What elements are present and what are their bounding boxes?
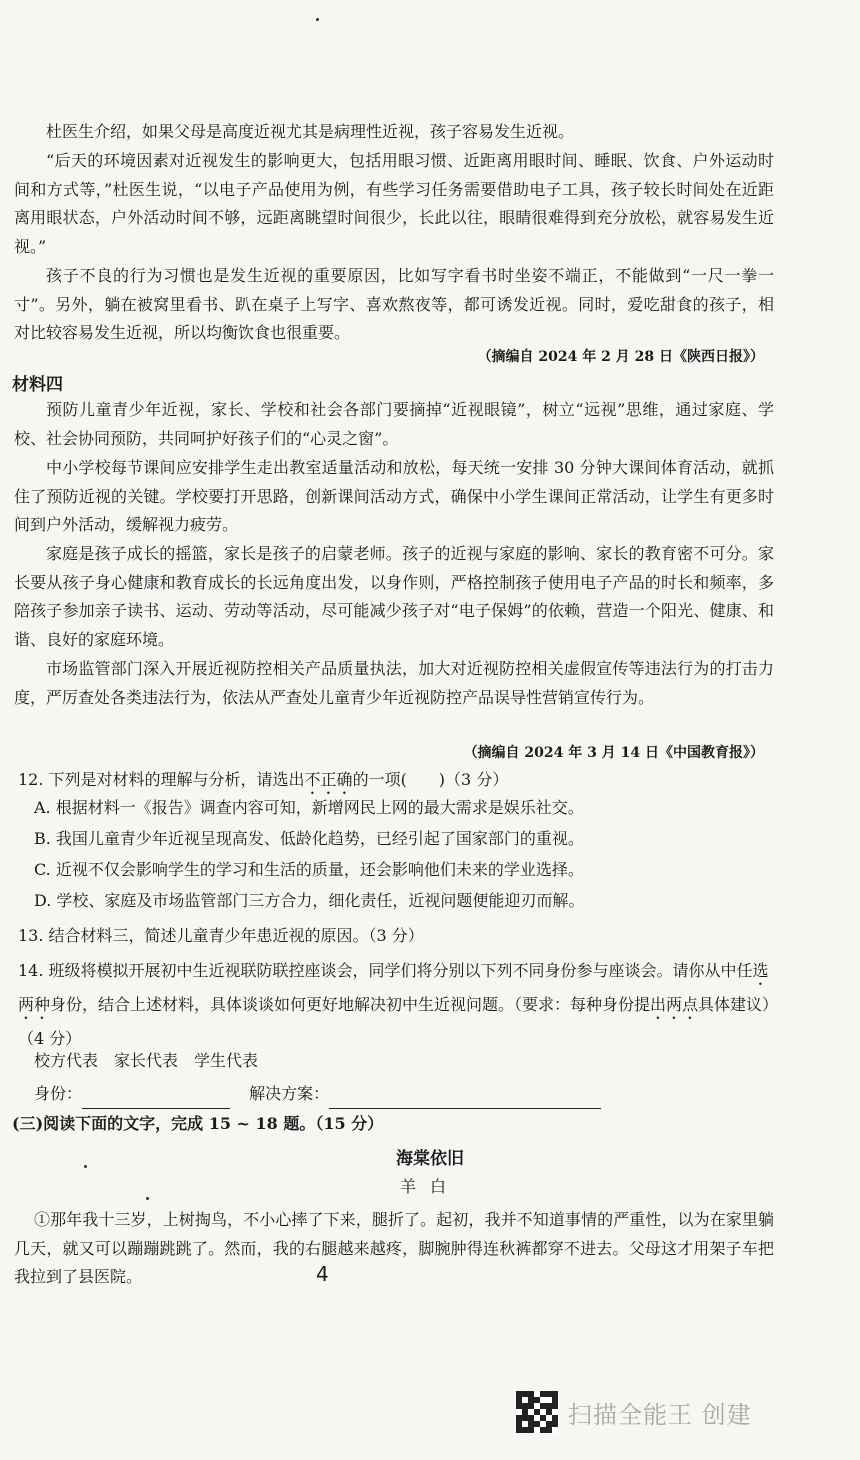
emphasis-choose-two: 选两种 — [18, 961, 769, 1014]
article-author: 羊白 — [399, 1177, 460, 1196]
section-3-heading: (三)阅读下面的文字，完成 15 ~ 18 题。（15 分） — [12, 1114, 384, 1133]
scan-speck — [316, 18, 319, 21]
scan-speck — [84, 1165, 87, 1168]
qr-code-icon — [516, 1391, 558, 1433]
material3-source: （摘编自 2024 年 2 月 28 日《陕西日报》） — [477, 349, 764, 365]
question-12-option-c: C. 近视不仅会影响学生的学习和生活的质量，还会影响他们未来的学业选择。 — [34, 860, 584, 879]
question-12-option-d: D. 学校、家庭及市场监管部门三方合力，细化责任，近视问题便能迎刃而解。 — [34, 891, 585, 910]
scan-speck — [146, 1197, 149, 1200]
material4-para-2: 中小学校每节课间应安排学生走出教室适量活动和放松，每天统一安排 30 分钟大课间体育活动，就抓住了预防近视的关键。学校要打开思路，创新课间活动方式，确保中小学生课间正常活动，让学生有更多时间到户外活动，缓解视力疲劳。 — [14, 458, 774, 534]
identity-blank[interactable] — [82, 1090, 230, 1109]
material3-para-3: 孩子不良的行为习惯也是发生近视的重要原因，比如写字看书时坐姿不端正，不能做到“一尺一拳一寸”。另外，躺在被窝里看书、趴在桌子上写字、喜欢熬夜等，都可诱发近视。同时，爱吃甜食的孩子，相对比较容易发生近视，所以均衡饮食也很重要。 — [14, 266, 774, 342]
watermark-text: 扫描全能王 创建 — [568, 1400, 752, 1429]
identity-label: 身份： — [34, 1084, 83, 1103]
emphasis-two-points: 出两点 — [650, 995, 699, 1014]
article-title: 海棠依旧 — [396, 1149, 464, 1169]
solution-blank[interactable] — [329, 1090, 601, 1109]
solution-label: 解决方案： — [249, 1084, 330, 1103]
question-14-stem: 14. 班级将模拟开展初中生近视联防联控座谈会，同学们将分别以下列不同身份参与座谈会。请你从中任选两种身份，结合上述材料，具体谈谈如何更好地解决初中生近视问题。（要求：每种身份提出两点具体建议）（4 分） — [18, 961, 771, 1048]
material4-source: （摘编自 2024 年 3 月 14 日《中国教育报》） — [463, 745, 764, 761]
emphasis-not-correct: 不正确 — [304, 770, 353, 789]
question-13: 13. 结合材料三，简述儿童青少年患近视的原因。（3 分） — [18, 926, 424, 945]
material4-para-3: 家庭是孩子成长的摇篮，家长是孩子的启蒙老师。孩子的近视与家庭的影响、家长的教育密不可分。家长要从孩子身心健康和教育成长的长远角度出发，以身作则，严格控制孩子使用电子产品的时长和频率，多陪孩子参加亲子读书、运动、劳动等活动，尽可能减少孩子对“电子保姆”的依赖，营造一个阳光、健康、和谐、良好的家庭环境。 — [14, 544, 774, 649]
handwritten-mark: 4 — [316, 1262, 329, 1286]
material3-para-1: 杜医生介绍，如果父母是高度近视尤其是病理性近视，孩子容易发生近视。 — [46, 122, 575, 141]
question-12-option-a: A. 根据材料一《报告》调查内容可知，新增网民上网的最大需求是娱乐社交。 — [34, 798, 584, 817]
material4-para-1: 预防儿童青少年近视，家长、学校和社会各部门要摘掉“近视眼镜”，树立“远视”思维，通过家庭、学校、社会协同预防，共同呵护好孩子们的“心灵之窗”。 — [14, 400, 774, 448]
material3-para-2: “后天的环境因素对近视发生的影响更大，包括用眼习惯、近距离用眼时间、睡眠、饮食、户外运动时间和方式等，”杜医生说，“以电子产品使用为例，有些学习任务需要借助电子工具，孩子较长时间处在近距离用眼状态，户外活动时间不够，远距离眺望时间很少，长此以往，眼睛很难得到充分放松，就容易发生近视。” — [14, 151, 774, 256]
material4-para-4: 市场监管部门深入开展近视防控相关产品质量执法，加大对近视防控相关虚假宣传等违法行为的打击力度，严厉查处各类违法行为，依法从严查处儿童青少年近视防控产品误导性营销宣传行为。 — [14, 659, 774, 707]
question-14-answer-line — [34, 1079, 601, 1109]
scanner-watermark — [516, 1392, 752, 1432]
question-14-roles: 校方代表 家长代表 学生代表 — [34, 1051, 259, 1070]
question-12-stem: 12. 下列是对材料的理解与分析，请选出不正确的一项( )（3 分） — [18, 770, 509, 789]
question-12-option-b: B. 我国儿童青少年近视呈现高发、低龄化趋势，已经引起了国家部门的重视。 — [34, 829, 584, 848]
article-para-1: ①那年我十三岁，上树掏鸟，不小心摔了下来，腿折了。起初，我并不知道事情的严重性，以为在家里躺几天，就又可以蹦蹦跳跳了。然而，我的右腿越来越疼，脚腕肿得连秋裤都穿不进去。父母这才用架子车把我拉到了县医院。 — [14, 1210, 774, 1286]
material4-heading: 材料四 — [12, 375, 63, 395]
